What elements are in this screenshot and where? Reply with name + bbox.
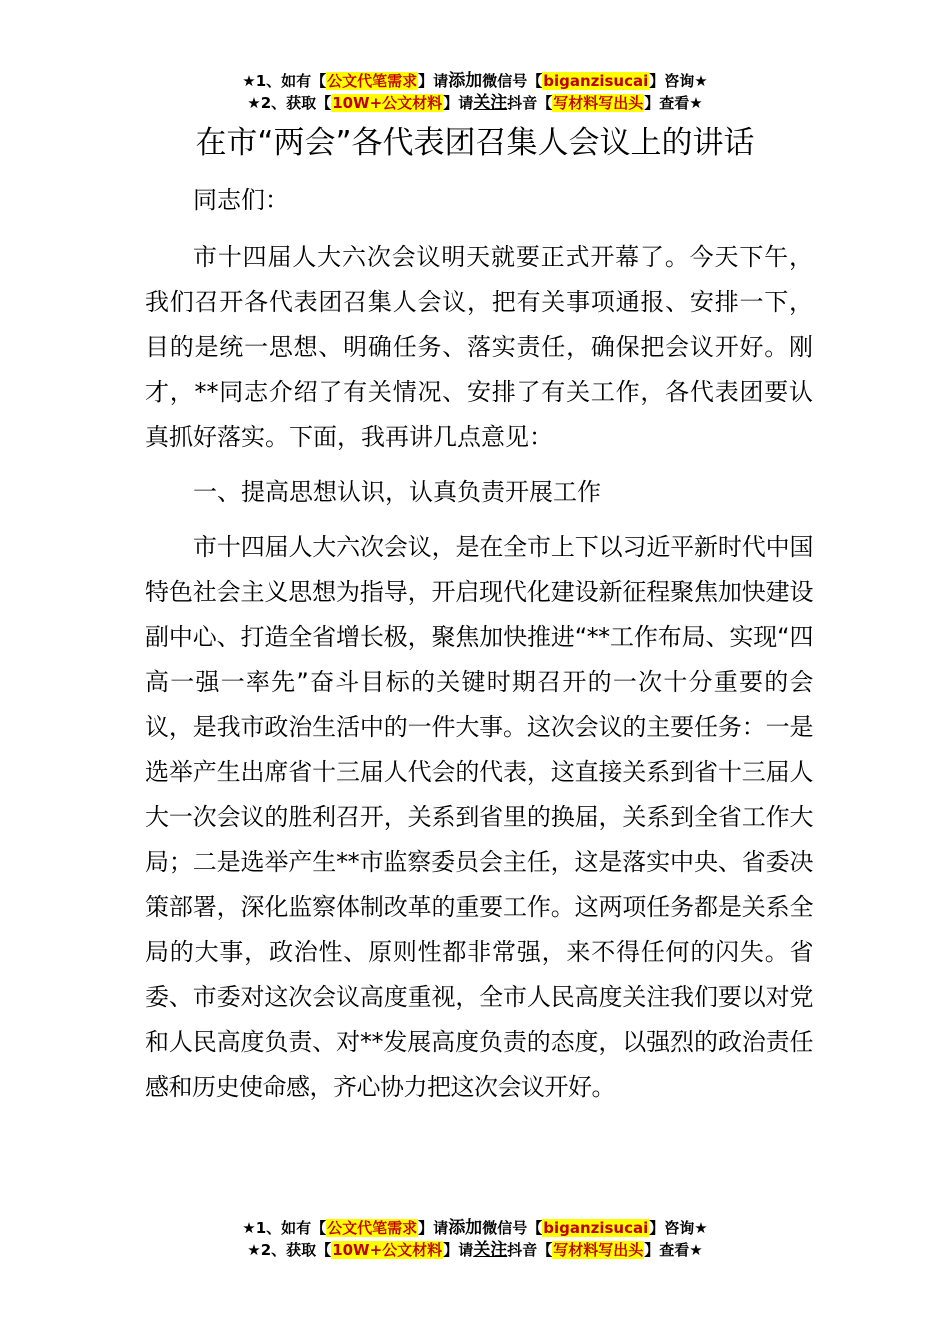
banner-douyin-id: 写材料写出头 — [553, 1241, 644, 1259]
banner-text: 】查看★ — [644, 1241, 703, 1259]
banner-text: 】请 — [443, 94, 474, 112]
document-title: 在市“两会”各代表团召集人会议上的讲话 — [195, 125, 755, 161]
paragraph-2: 市十四届人大六次会议，是在全市上下以习近平新时代中国特色社会主义思想为指导，开启现代化建设新征程聚焦加快建设副中心、打造全省增长极，聚焦加快推进“**工作布局、实现“四高一强一率先”奋斗目标的关键时期召开的一次十分重要的会议，是我市政治生活中的一件大事。这次会议的主要任务：一是选举产生出席省十三届人代会的代表，这直接关系到省十三届人大一次会议的胜利召开，关系到省里的换届，关系到全省工作大局；二是选举产生**市监察委员会主任，这是落实中央、省委决策部署，深化监察体制改革的重要工作。这两项任务都是关系全局的大事，政治性、原则性都非常强，来不得任何的闪失。省委、市委对这次会议高度重视，全市人民高度关注我们要以对党和人民高度负责、对**发展高度负责的态度，以强烈的政治责任感和历史使命感，齐心协力把这次会议开好。 — [145, 533, 813, 1101]
section-heading-1: 一、提高思想认识，认真负责开展工作 — [193, 478, 601, 506]
banner-text: 】咨询★ — [649, 72, 708, 90]
banner-text: 抖音【 — [507, 1241, 553, 1259]
banner-text: ★1、如有【 — [242, 1219, 327, 1237]
banner-emphasis: 添加 — [448, 1218, 483, 1238]
banner-text: 抖音【 — [507, 94, 553, 112]
bottom-ad-banner — [0, 1217, 950, 1261]
banner-highlight: 公文代笔需求 — [327, 72, 418, 90]
banner-text: ★2、获取【 — [247, 1241, 332, 1259]
banner-highlight: 10W+公文材料 — [332, 94, 443, 112]
banner-text: ★2、获取【 — [247, 94, 332, 112]
salutation: 同志们： — [193, 186, 289, 214]
paragraph-1: 市十四届人大六次会议明天就要正式开幕了。今天下午，我们召开各代表团召集人会议，把有关事项通报、安排一下，目的是统一思想、明确任务、落实责任，确保把会议开好。刚才，**同志介绍了有关情况、安排了有关工作，各代表团要认真抓好落实。下面，我再讲几点意见： — [145, 243, 813, 451]
banner-line-2 — [0, 1239, 950, 1261]
banner-emphasis: 关注 — [473, 93, 508, 113]
banner-douyin-id: 写材料写出头 — [553, 94, 644, 112]
banner-wechat-id: biganzisucai — [543, 1219, 649, 1237]
banner-line-2 — [0, 92, 950, 114]
banner-text: 】请 — [443, 1241, 474, 1259]
banner-text: 】请 — [418, 72, 449, 90]
banner-text: ★1、如有【 — [242, 72, 327, 90]
banner-text: 微信号【 — [482, 72, 543, 90]
banner-highlight: 10W+公文材料 — [332, 1241, 443, 1259]
banner-highlight: 公文代笔需求 — [327, 1219, 418, 1237]
banner-emphasis: 关注 — [473, 1240, 508, 1260]
top-ad-banner — [0, 70, 950, 114]
document-body — [145, 178, 813, 1110]
banner-emphasis: 添加 — [448, 71, 483, 91]
banner-line-1 — [0, 1217, 950, 1239]
banner-wechat-id: biganzisucai — [543, 72, 649, 90]
banner-text: 微信号【 — [482, 1219, 543, 1237]
banner-text: 】请 — [418, 1219, 449, 1237]
banner-line-1 — [0, 70, 950, 92]
banner-text: 】咨询★ — [649, 1219, 708, 1237]
banner-text: 】查看★ — [644, 94, 703, 112]
